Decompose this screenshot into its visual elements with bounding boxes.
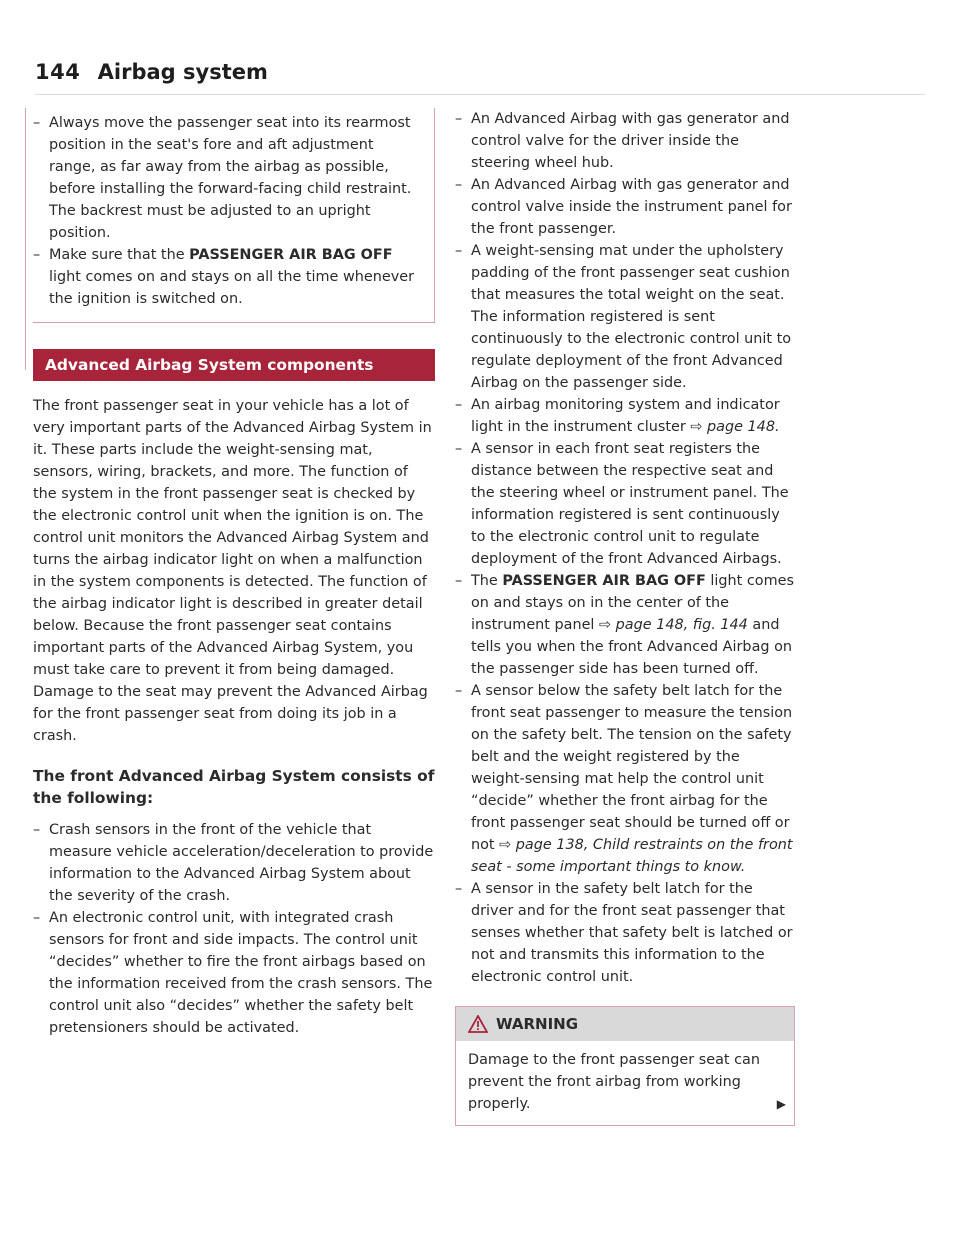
list-item: – The PASSENGER AIR BAG OFF light comes on and stays on in the center of the instrument panel ⇨ page 148, fig. 144 and tells you when the front Advanced Airbag on the passenger side has been turned off.: [455, 573, 794, 677]
list-item: – A sensor in each front seat registers the distance between the respective seat and the steering wheel or instrument panel. The information registered is sent continuously to the electronic control unit to regulate deployment of the front Advanced Airbags.: [455, 441, 789, 567]
continue-arrow-icon: ▶: [776, 1097, 786, 1111]
page-reference-link[interactable]: ⇨ page 138, Child restraints on the front seat - some important things to know.: [471, 837, 793, 875]
list-item: – Make sure that the PASSENGER AIR BAG OFF light comes on and stays on all the time whenever the ignition is switched on.: [33, 247, 414, 307]
intro-paragraph: The front passenger seat in your vehicle has a lot of very important parts of the Advanced Airbag System in it. These parts include the weight-sensing mat, sensors, wiring, brackets, and more. The function of the system in the front passenger seat is checked by the electronic control unit when the ignition is on. The control unit monitors the Advanced Airbag System and turns the airbag indicator light on when a malfunction in the system components is detected. The function of the airbag indicator light is described in greater detail below. Because the front passenger seat contains important parts of the Advanced Airbag System, you must take care to prevent it from being damaged. Damage to the seat may prevent the Advanced Airbag for the front passenger seat from doing its job in a crash.: [33, 398, 432, 744]
warning-text: Damage to the front passenger seat can prevent the front airbag from working properly.: [468, 1052, 760, 1112]
page-reference-link[interactable]: ⇨ page 148, fig. 144: [599, 617, 748, 633]
warning-box: [455, 1006, 795, 1126]
warning-title: WARNING: [496, 1015, 579, 1033]
warning-body: [456, 1041, 794, 1125]
list-item: – An airbag monitoring system and indicator light in the instrument cluster ⇨ page 148.: [455, 397, 780, 435]
page-number: 144: [35, 60, 81, 84]
page-reference-link[interactable]: ⇨ page 148.: [690, 419, 780, 435]
warning-title-bar: [456, 1007, 794, 1041]
list-item: – A sensor in the safety belt latch for the driver and for the front seat passenger that senses whether that safety belt is latched or not and transmits this information to the electronic control unit.: [455, 881, 793, 985]
chapter-title: Airbag system: [97, 60, 268, 84]
list-item: – An Advanced Airbag with gas generator and control valve inside the instrument panel for the front passenger.: [455, 177, 792, 237]
list-item: – An Advanced Airbag with gas generator and control valve for the driver inside the steering wheel hub.: [455, 111, 790, 171]
box-border: [25, 108, 26, 370]
page-header: [35, 60, 925, 84]
subheading: The front Advanced Airbag System consists of the following:: [33, 767, 435, 807]
header-rule: [35, 94, 925, 95]
list-item: – A sensor below the safety belt latch for the front seat passenger to measure the tension on the safety belt. The tension on the safety belt and the weight registered by the weight-sensing mat help the control unit “decide” whether the front airbag for the front passenger seat should be turned off or not ⇨ page 138, Child restraints on the front seat - some important things to know.: [455, 683, 793, 875]
section-heading: Advanced Airbag System components: [33, 349, 435, 381]
left-column: [33, 108, 435, 1039]
list-item: – Crash sensors in the front of the vehicle that measure vehicle acceleration/deceleration to provide information to the Advanced Airbag System about the severity of the crash.: [33, 822, 434, 904]
warning-triangle-icon: [468, 1015, 488, 1033]
list-item: – Always move the passenger seat into its rearmost position in the seat's fore and aft adjustment range, as far away from the airbag as possible, before installing the forward-facing child restraint. The backrest must be adjusted to an upright position.: [33, 115, 412, 241]
continued-warning-box: [33, 108, 435, 323]
list-item: – An electronic control unit, with integrated crash sensors for front and side impacts. The control unit “decides” whether to fire the front airbags based on the information received from the crash sensors. The control unit also “decides” whether the safety belt pretensioners should be activated.: [33, 910, 433, 1036]
right-column: [455, 108, 795, 1126]
list-item: – A weight-sensing mat under the upholstery padding of the front passenger seat cushion that measures the total weight on the seat. The information registered is sent continuously to the electronic control unit to regulate deployment of the front Advanced Airbag on the passenger side.: [455, 243, 792, 391]
